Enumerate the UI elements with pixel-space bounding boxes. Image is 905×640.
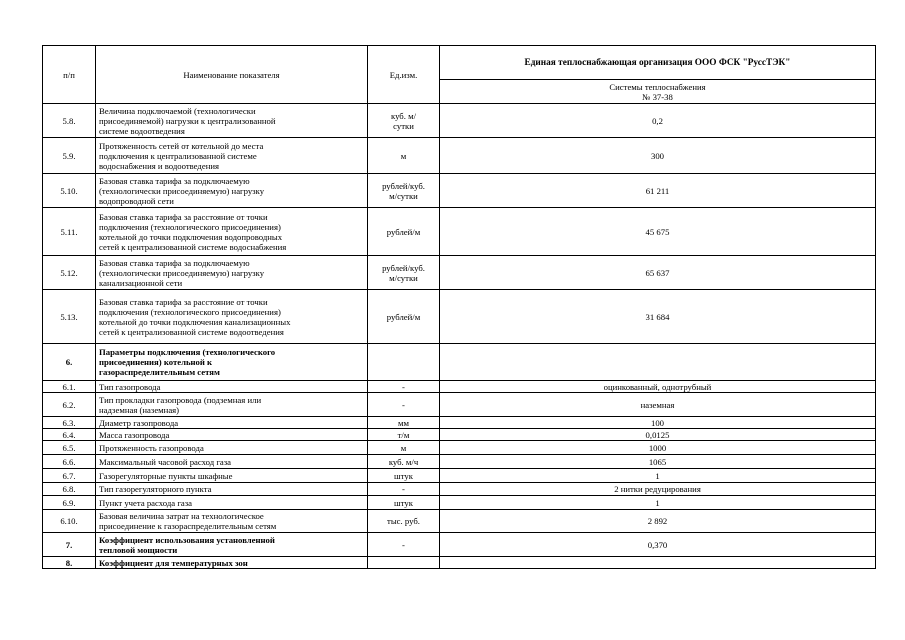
row-unit: - — [368, 483, 440, 496]
row-value: 1 — [440, 496, 876, 510]
row-name: Базовая величина затрат на технологическое присоединение к газораспределительным сетям — [96, 510, 368, 533]
row-number: 6.9. — [43, 496, 96, 510]
table-row — [43, 496, 876, 510]
row-value — [440, 557, 876, 569]
row-number: 6.10. — [43, 510, 96, 533]
row-value: 65 637 — [440, 256, 876, 290]
table-row — [43, 441, 876, 455]
row-unit: - — [368, 381, 440, 393]
table-row — [43, 138, 876, 174]
row-name: Максимальный часовой расход газа — [96, 455, 368, 469]
row-unit: штук — [368, 469, 440, 483]
table-body — [43, 104, 876, 569]
row-value: 1065 — [440, 455, 876, 469]
row-number: 6.4. — [43, 429, 96, 441]
row-value: 2 нитки редуцирования — [440, 483, 876, 496]
table-row — [43, 104, 876, 138]
row-value: 1000 — [440, 441, 876, 455]
row-number: 6.5. — [43, 441, 96, 455]
row-name: Коэффициент для температурных зон — [96, 557, 368, 569]
header-org: Единая теплоснабжающая организация ООО ФСК "РуссТЭК" — [440, 46, 876, 80]
row-value: наземная — [440, 393, 876, 417]
row-number: 5.9. — [43, 138, 96, 174]
row-number: 7. — [43, 533, 96, 557]
row-unit: рублей/м — [368, 290, 440, 344]
row-value: 100 — [440, 417, 876, 429]
table-row — [43, 510, 876, 533]
row-name: Базовая ставка тарифа за подключаемую (технологически присоединяемую) нагрузку водопроводной сети — [96, 174, 368, 208]
table-row — [43, 344, 876, 381]
row-name: Пункт учета расхода газа — [96, 496, 368, 510]
row-number: 6.7. — [43, 469, 96, 483]
header-row — [43, 46, 876, 80]
row-number: 5.10. — [43, 174, 96, 208]
row-name: Тип газорегуляторного пункта — [96, 483, 368, 496]
row-value: 31 684 — [440, 290, 876, 344]
row-number: 5.13. — [43, 290, 96, 344]
row-unit: - — [368, 533, 440, 557]
header-num: п/п — [43, 46, 96, 104]
table-row — [43, 429, 876, 441]
row-name: Газорегуляторные пункты шкафные — [96, 469, 368, 483]
row-name: Тип газопровода — [96, 381, 368, 393]
row-value — [440, 344, 876, 381]
table-row — [43, 381, 876, 393]
row-number: 6. — [43, 344, 96, 381]
table-row — [43, 256, 876, 290]
row-value: 2 892 — [440, 510, 876, 533]
row-name: Величина подключаемой (технологически присоединяемой) нагрузки к централизованной системе водоотведения — [96, 104, 368, 138]
row-number: 6.6. — [43, 455, 96, 469]
row-unit: куб. м/ч — [368, 455, 440, 469]
row-value: 0,0125 — [440, 429, 876, 441]
row-unit: рублей/куб. м/сутки — [368, 256, 440, 290]
row-number: 6.8. — [43, 483, 96, 496]
row-unit — [368, 344, 440, 381]
row-value: 61 211 — [440, 174, 876, 208]
row-value: 0,2 — [440, 104, 876, 138]
header-systems: Системы теплоснабжения № 37-38 — [440, 80, 876, 104]
row-name: Тип прокладки газопровода (подземная или надземная (наземная) — [96, 393, 368, 417]
table-row — [43, 533, 876, 557]
row-unit — [368, 557, 440, 569]
row-unit: т/м — [368, 429, 440, 441]
row-name: Диаметр газопровода — [96, 417, 368, 429]
table-row — [43, 417, 876, 429]
row-name: Протяженность газопровода — [96, 441, 368, 455]
row-unit: рублей/куб. м/сутки — [368, 174, 440, 208]
table-row — [43, 393, 876, 417]
header-name: Наименование показателя — [96, 46, 368, 104]
row-value: 1 — [440, 469, 876, 483]
row-unit: штук — [368, 496, 440, 510]
row-unit: м — [368, 138, 440, 174]
row-number: 8. — [43, 557, 96, 569]
table-row — [43, 174, 876, 208]
table-row — [43, 290, 876, 344]
row-unit: рублей/м — [368, 208, 440, 256]
row-number: 6.2. — [43, 393, 96, 417]
row-number: 5.12. — [43, 256, 96, 290]
row-number: 5.8. — [43, 104, 96, 138]
tariff-table — [42, 45, 876, 569]
row-name: Базовая ставка тарифа за расстояние от точки подключения (технологического присоединения) котельной до точки подключения канализационных сетей к централизованной системе водоотведения — [96, 290, 368, 344]
row-name: Параметры подключения (технологического присоединения) котельной к газораспределительным сетям — [96, 344, 368, 381]
row-name: Масса газопровода — [96, 429, 368, 441]
row-unit: м — [368, 441, 440, 455]
row-unit: куб. м/ сутки — [368, 104, 440, 138]
row-value: 0,370 — [440, 533, 876, 557]
row-name: Протяженность сетей от котельной до места подключения к централизованной системе водоснабжения и водоотведения — [96, 138, 368, 174]
row-name: Базовая ставка тарифа за расстояние от точки подключения (технологического присоединения) котельной до точки подключения водопроводных сетей к централизованной системе водоснабжения — [96, 208, 368, 256]
row-unit: тыс. руб. — [368, 510, 440, 533]
row-value: 45 675 — [440, 208, 876, 256]
table-row — [43, 455, 876, 469]
row-name: Базовая ставка тарифа за подключаемую (технологически присоединяемую) нагрузку канализационной сети — [96, 256, 368, 290]
row-number: 6.3. — [43, 417, 96, 429]
table-row — [43, 483, 876, 496]
row-number: 5.11. — [43, 208, 96, 256]
table-row — [43, 469, 876, 483]
row-unit: - — [368, 393, 440, 417]
row-unit: мм — [368, 417, 440, 429]
table-row — [43, 557, 876, 569]
header-unit: Ед.изм. — [368, 46, 440, 104]
row-value: оцинкованный, однотрубный — [440, 381, 876, 393]
row-number: 6.1. — [43, 381, 96, 393]
row-name: Коэффициент использования установленной тепловой мощности — [96, 533, 368, 557]
row-value: 300 — [440, 138, 876, 174]
table-row — [43, 208, 876, 256]
